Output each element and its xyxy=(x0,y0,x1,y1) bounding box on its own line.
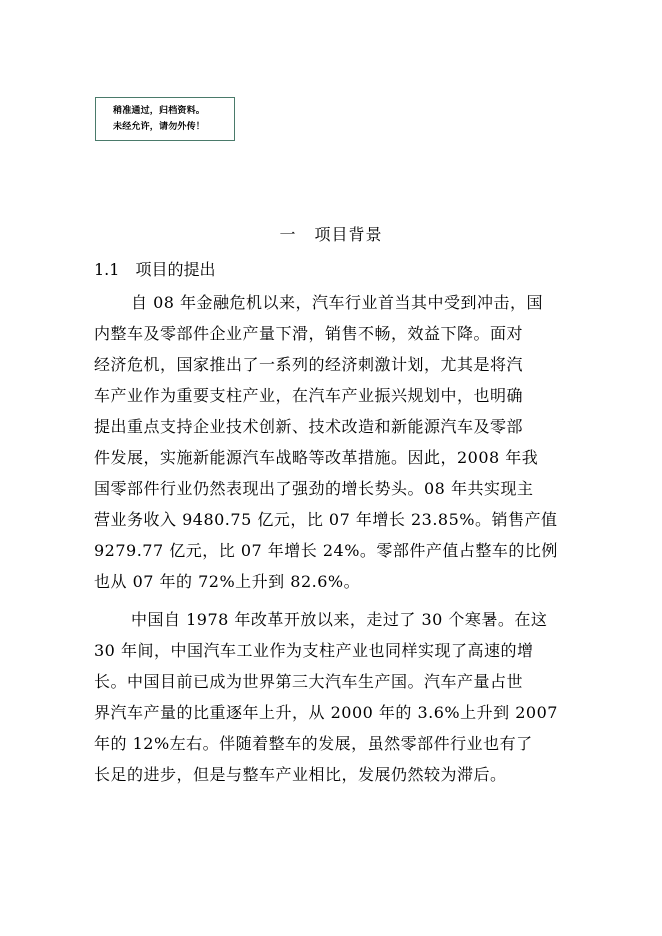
paragraph-line: 经济危机，国家推出了一系列的经济刺激计划，尤其是将汽 xyxy=(94,355,524,374)
paragraph-line: 9279.77 亿元，比 07 年增长 24%。零部件产值占整车的比例 xyxy=(94,541,558,560)
chapter-title xyxy=(0,223,662,247)
section-number: 1.1 xyxy=(94,260,120,279)
paragraph-line: 长。中国目前已成为世界第三大汽车生产国。汽车产量占世 xyxy=(94,672,524,691)
paragraph-line: 中国自 1978 年改革开放以来，走过了 30 个寒暑。在这 xyxy=(131,610,548,629)
paragraph-line: 内整车及零部件企业产量下滑，销售不畅，效益下降。面对 xyxy=(94,324,524,343)
approval-notice-stamp xyxy=(95,97,235,141)
notice-line-2: 未经允许，请勿外传！ xyxy=(113,122,206,132)
paragraph-line: 界汽车产量的比重逐年上升，从 2000 年的 3.6%上升到 2007 xyxy=(94,703,558,722)
section-title-text: 项目的提出 xyxy=(135,260,216,279)
chapter-title-text: 项目背景 xyxy=(314,225,383,244)
paragraph-line: 车产业作为重要支柱产业，在汽车产业振兴规划中，也明确 xyxy=(94,386,524,405)
notice-line-1: 稍准通过，归档资料。 xyxy=(113,106,206,116)
paragraph-line: 也从 07 年的 72%上升到 82.6%。 xyxy=(94,572,361,591)
paragraph-line: 提出重点支持企业技术创新、技术改造和新能源汽车及零部 xyxy=(94,417,524,436)
section-heading xyxy=(94,258,215,282)
paragraph-line: 件发展，实施新能源汽车战略等改革措施。因此，2008 年我 xyxy=(94,448,539,467)
paragraph-line: 自 08 年金融危机以来，汽车行业首当其中受到冲击，国 xyxy=(131,293,544,312)
paragraph-line: 30 年间，中国汽车工业作为支柱产业也同样实现了高速的增 xyxy=(94,641,534,660)
paragraph-line: 营业务收入 9480.75 亿元，比 07 年增长 23.85%。销售产值 xyxy=(94,510,558,529)
paragraph-line: 年的 12%左右。伴随着整车的发展，虽然零部件行业也有了 xyxy=(94,734,533,753)
paragraph-2 xyxy=(94,604,574,790)
paragraph-line: 长足的进步，但是与整车产业相比，发展仍然较为滞后。 xyxy=(94,765,507,784)
paragraph-line: 国零部件行业仍然表现出了强劲的增长势头。08 年共实现主 xyxy=(94,479,534,498)
paragraph-1 xyxy=(94,287,574,597)
chapter-number: 一 xyxy=(279,225,297,244)
